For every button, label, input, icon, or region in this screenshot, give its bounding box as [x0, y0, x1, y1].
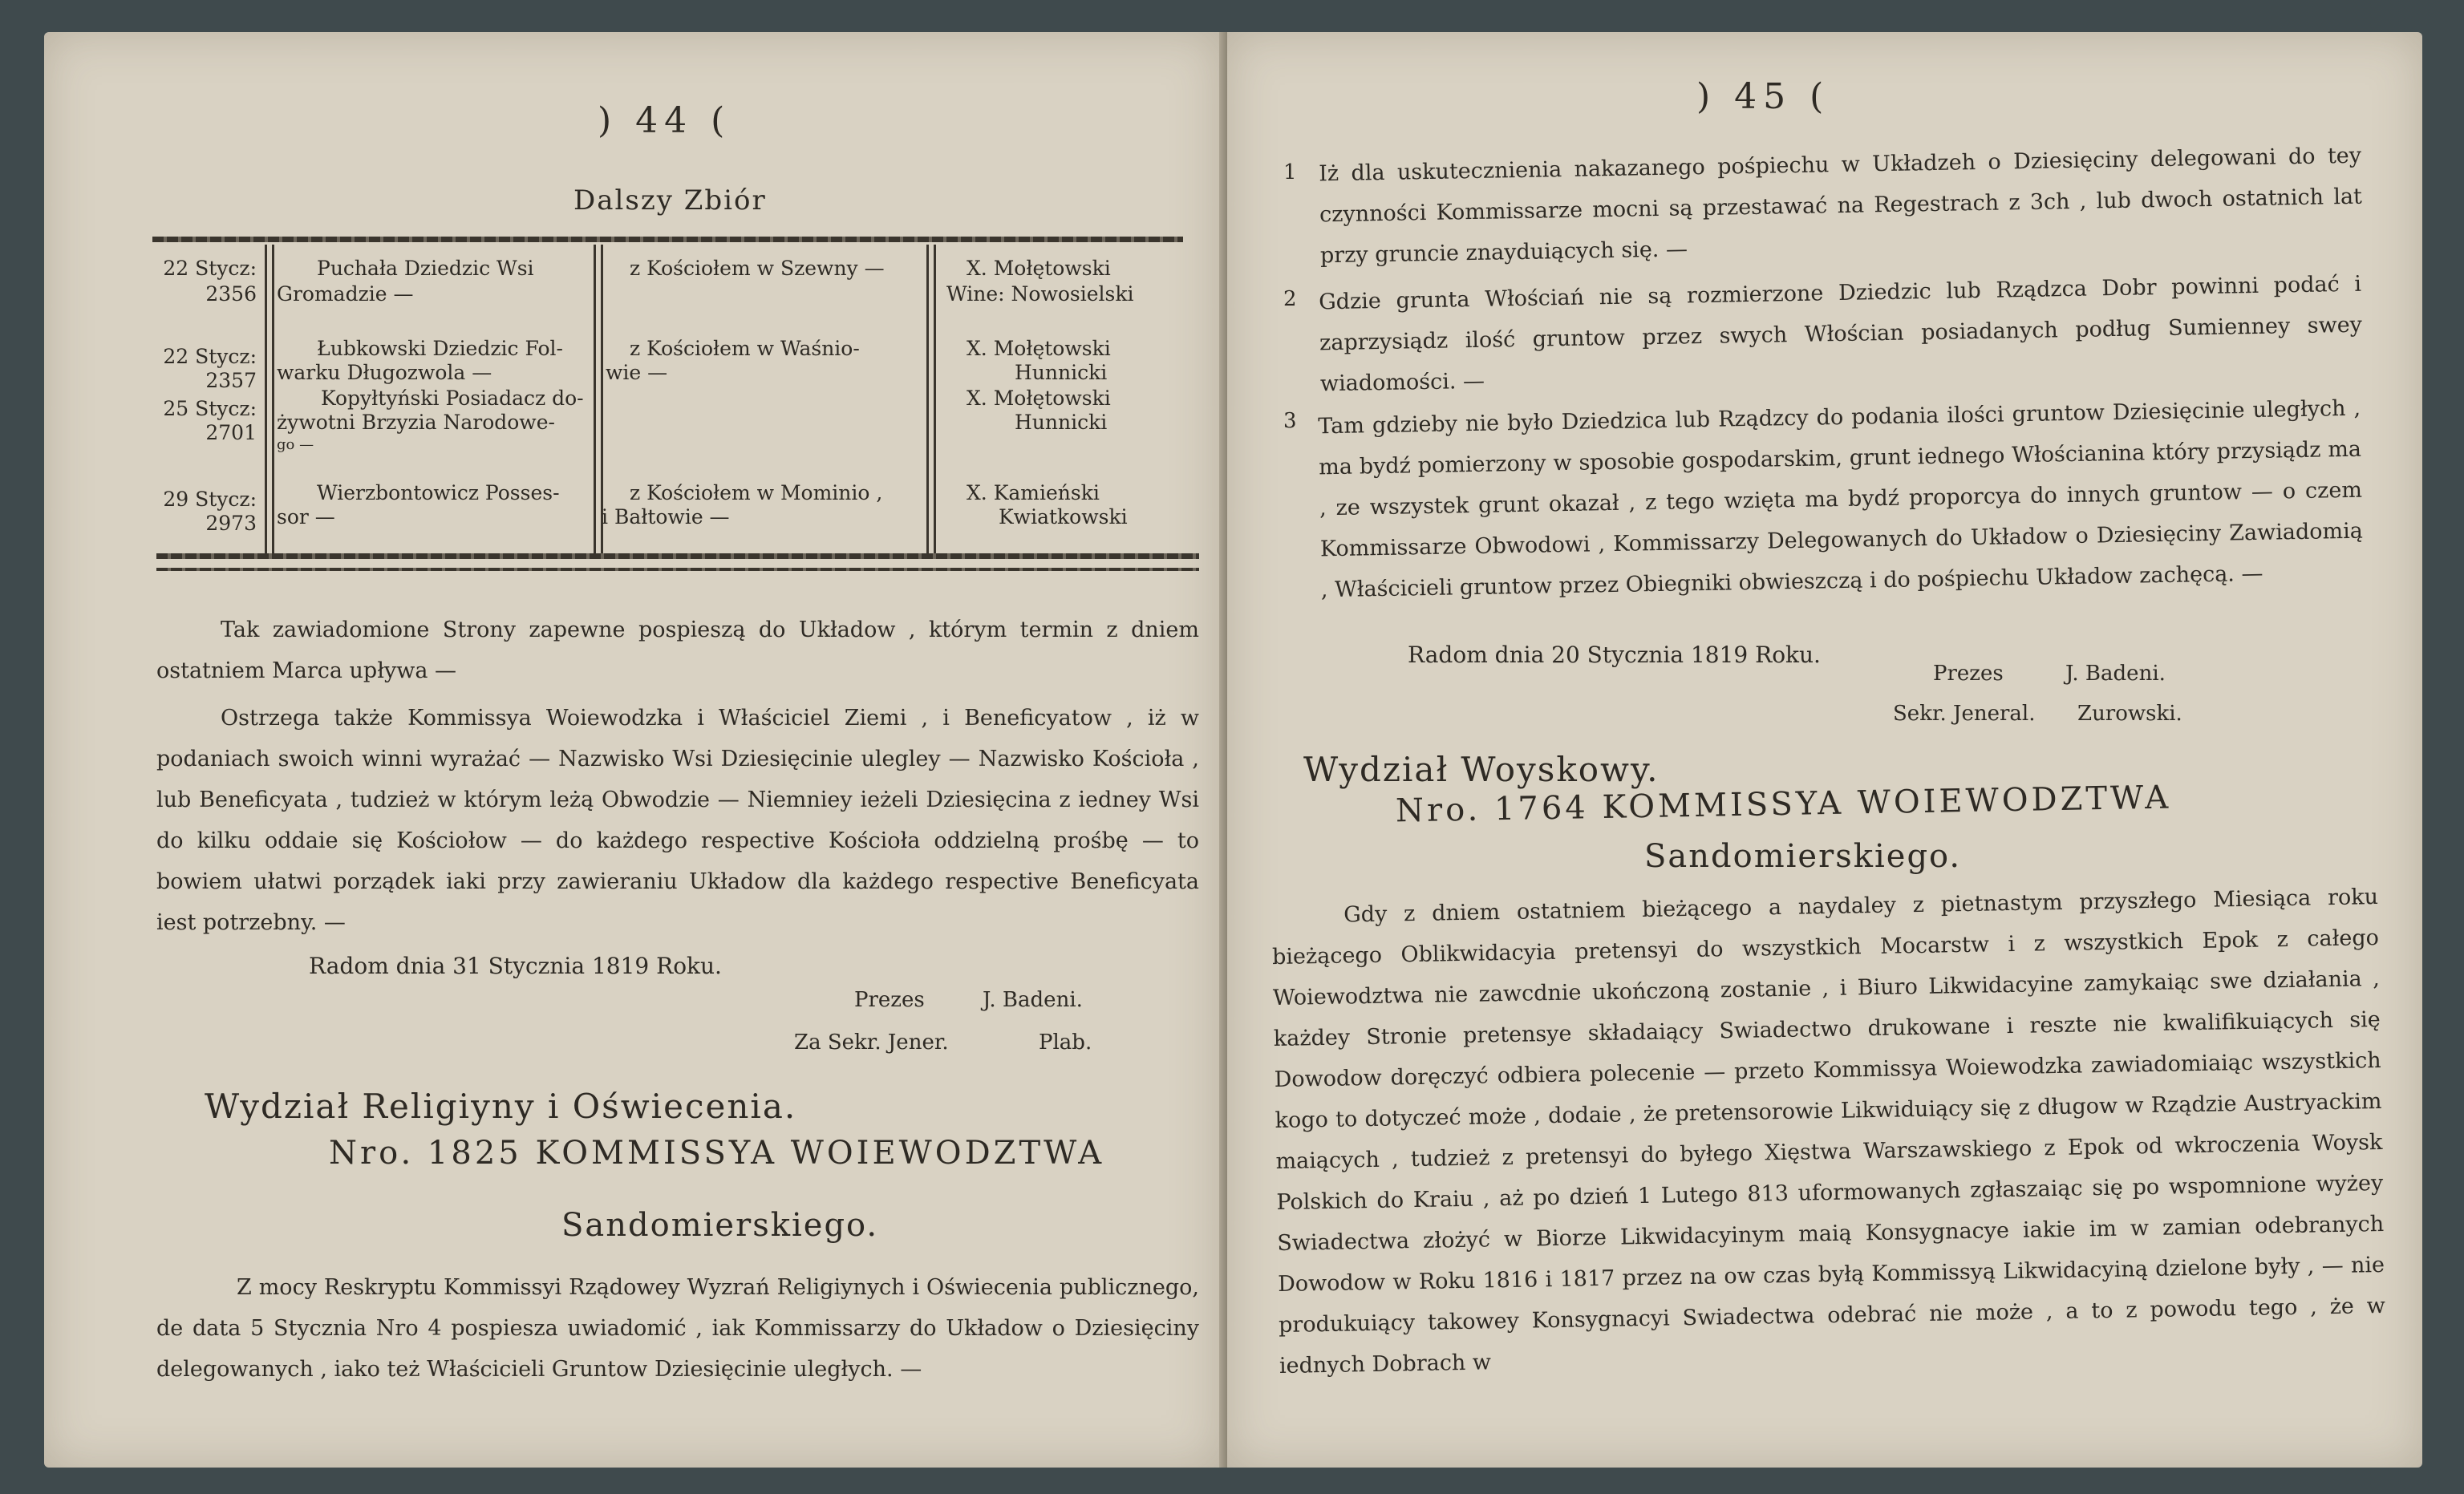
signature-name: Zurowski. [2077, 702, 2182, 726]
date-line: Radom dnia 20 Stycznia 1819 Roku. [1408, 642, 1821, 668]
decree-number: Nro. 1825 KOMMISSYA WOIEWODZTWA [329, 1135, 1105, 1172]
paragraph: Tak zawiadomione Strony zapewne pospieszą do Układow , którym termin z dniem ostatniem Marca upływa — [156, 617, 1199, 683]
signature-title: Prezes [854, 988, 925, 1012]
list-item: Gdzie grunta Włościań nie są rozmierzone Dziedzic lub Rządzca Dobr powinni podać i zaprzysiądz ilość gruntow przez swych Włościan posiadanych podług Sumienney swey wiadomości. — [1318, 271, 2363, 397]
table-divider-3 [926, 245, 936, 553]
row-date: 22 Stycz: [163, 345, 257, 368]
row-priest-line: X. Mołętowski [967, 337, 1111, 360]
signature-title: Prezes [1933, 662, 2004, 686]
row-name-line: Łubkowski Dziedzic Fol- [317, 337, 563, 360]
region-heading: Sandomierskiego. [1644, 838, 1962, 875]
row-name-line: Puchała Dziedzic Wsi [317, 257, 534, 280]
list-item: Tam gdzieby nie było Dziedzica lub Rządzcy do podania ilości gruntow Dziesięcinie uległych , ma bydź pomierzony w sposobie gospodarskim, grunt iednego Włościanina który przysiądz ma , ze wszystek grunt okazał , z tego wzięta ma bydź proporcya do innych gruntow — o czem Kommissarze Obwodowi , Kommissarzy Delegowanych do Układow o Dziesięciny Zawiadomią , Właścicieli gruntow przez Obiegniki obwieszczą i do pośpiechu Układow zachęcą. — [1318, 395, 2364, 603]
page-number: ) 45 ( [1696, 76, 1830, 117]
row-church-line: i Bałtowie — [602, 505, 730, 528]
table-top-rule [152, 237, 1183, 242]
signature-title: Sekr. Jeneral. [1893, 702, 2036, 726]
row-priest-line: Kwiatkowski [999, 505, 1128, 528]
row-priest-line: X. Mołętowski [967, 257, 1111, 280]
row-name-line: Wierzbontowicz Posses- [317, 481, 560, 504]
list-item: Iż dla uskutecznienia nakazanego pośpiechu w Układzeh o Dziesięciny delegowani do tey czynności Kommissarze mocni są przestawać na Regestrach z 3ch , lub dwoch ostatnich lat przy gruncie znayduiących się. — [1318, 143, 2363, 269]
section-heading: Wydział Woyskowy. [1303, 750, 1660, 789]
row-priest-line: Wine: Nowosielski [946, 282, 1134, 306]
item-number: 1 [1283, 160, 1297, 184]
paragraph: Gdy z dniem ostatniem bieżącego a naydaley z pietnastym przyszłego Miesiąca roku bieżącego Oblikwidacyia pretensyi do wszystkich Mocarstw i z wszystkich Epok z całego Woiewodztwa nie zawcdnie ukończoną zostanie , i Biuro Likwidacyine zamykaiąc swe działania , każdey Stronie pretensye składaiący Swiadectwo drukowane i reszte nie kwalifikuiących się Dowodow doręczyć odbiera polecenie — przeto Kommissya Woiewodzka zawiadomiaiąc wszystkich kogo to dotyczeć może , dodaie , że pretensorowie Likwiduiący się z długow w Rządzie Austryackim maiących , tudzież z pretensyi do byłego Xięstwa Warszawskiego z Epok od wkroczenia Woysk Polskich do Kraiu , aż po dzień 1 Lutego 813 uformowanych zgłaszaiąc się po wspomnione wyżey Swiadectwa złożyć w Biorze Likwidacyinym maią Konsygnacye iakie im w zamian odebranych Dowodow w Roku 1816 i 1817 przez na ow czas byłą Kommissyą Likwidacyiną dzielone były , — nie produkuiący takowey Konsygnacyi Swiadectwa odebrać nie może , a to z powodu tego , że w iednych Dobrach w [1271, 885, 2386, 1379]
row-priest-line: X. Kamieński [967, 481, 1100, 504]
section-heading: Wydział Religiyny i Oświecenia. [205, 1087, 797, 1126]
row-priest-line: Hunnicki [1015, 361, 1108, 384]
table-bottom-rule [156, 553, 1199, 559]
row-name-line: go — [277, 436, 314, 453]
signature-name: J. Badeni. [983, 988, 1083, 1012]
row-date: 25 Stycz: [163, 397, 257, 420]
row-priest-line: Hunnicki [1015, 411, 1108, 434]
row-church-line: z Kościołem w Waśnio- [630, 337, 860, 360]
table-divider-1 [265, 245, 274, 553]
row-church-line: wie — [606, 361, 668, 384]
signature-name: J. Badeni. [2065, 662, 2166, 686]
row-priest-line: X. Mołętowski [967, 387, 1111, 410]
paragraph: Ostrzega także Kommissya Woiewodzka i Właściciel Ziemi , i Beneficyatow , iż w podaniach swoich winni wyrażać — Nazwisko Wsi Dziesięcinie ulegley — Nazwisko Kościoła , lub Beneficyata , tudzież w którym leżą Obwodzie — Niemniey ieżeli Dziesięcina z iedney Wsi do kilku oddaie się Kościołow — do każdego respective Kościoła oddzielną prośbę — to bowiem ułatwi porządek iaki przy zawieraniu Układow dla każdego respective Beneficyata iest potrzebny. — [156, 706, 1199, 935]
row-name-line: Kopyłtyński Posiadacz do- [321, 387, 584, 410]
row-number: 2973 [205, 512, 257, 535]
row-name-line: żywotni Brzyzia Narodowe- [277, 411, 555, 434]
signature-name: Plab. [1039, 1030, 1092, 1055]
page-title: Dalszy Zbiór [573, 184, 767, 217]
page-number: ) 44 ( [598, 100, 732, 141]
row-church-line: z Kościołem w Mominio , [630, 481, 883, 504]
row-date: 22 Stycz: [163, 257, 257, 280]
row-number: 2356 [205, 282, 257, 306]
left-page [44, 32, 1219, 1468]
item-number: 3 [1283, 409, 1297, 433]
signature-title: Za Sekr. Jener. [794, 1030, 949, 1055]
row-number: 2701 [205, 421, 257, 444]
row-name-line: Gromadzie — [277, 282, 414, 306]
paragraph: Z mocy Reskryptu Kommissyi Rządowey Wyzrań Religiynych i Oświecenia publicznego, de data 5 Stycznia Nro 4 pospiesza uwiadomić , iak Kommissarzy do Układow o Dziesięciny delegowanych , iako też Właścicieli Gruntow Dziesięcinie uległych. — [156, 1275, 1199, 1382]
table-bottom-rule-2 [156, 568, 1199, 571]
decree-number: Nro. 1764 KOMMISSYA WOIEWODZTWA [1395, 779, 2172, 830]
date-line: Radom dnia 31 Stycznia 1819 Roku. [309, 953, 722, 979]
region-heading: Sandomierskiego. [561, 1207, 879, 1244]
row-church: z Kościołem w Szewny — [630, 257, 885, 280]
row-number: 2357 [205, 369, 257, 392]
item-number: 2 [1283, 287, 1297, 311]
row-date: 29 Stycz: [163, 488, 257, 511]
right-page [1227, 32, 2422, 1468]
row-name-line: sor — [277, 505, 335, 528]
row-name-line: warku Długozwola — [277, 361, 492, 384]
